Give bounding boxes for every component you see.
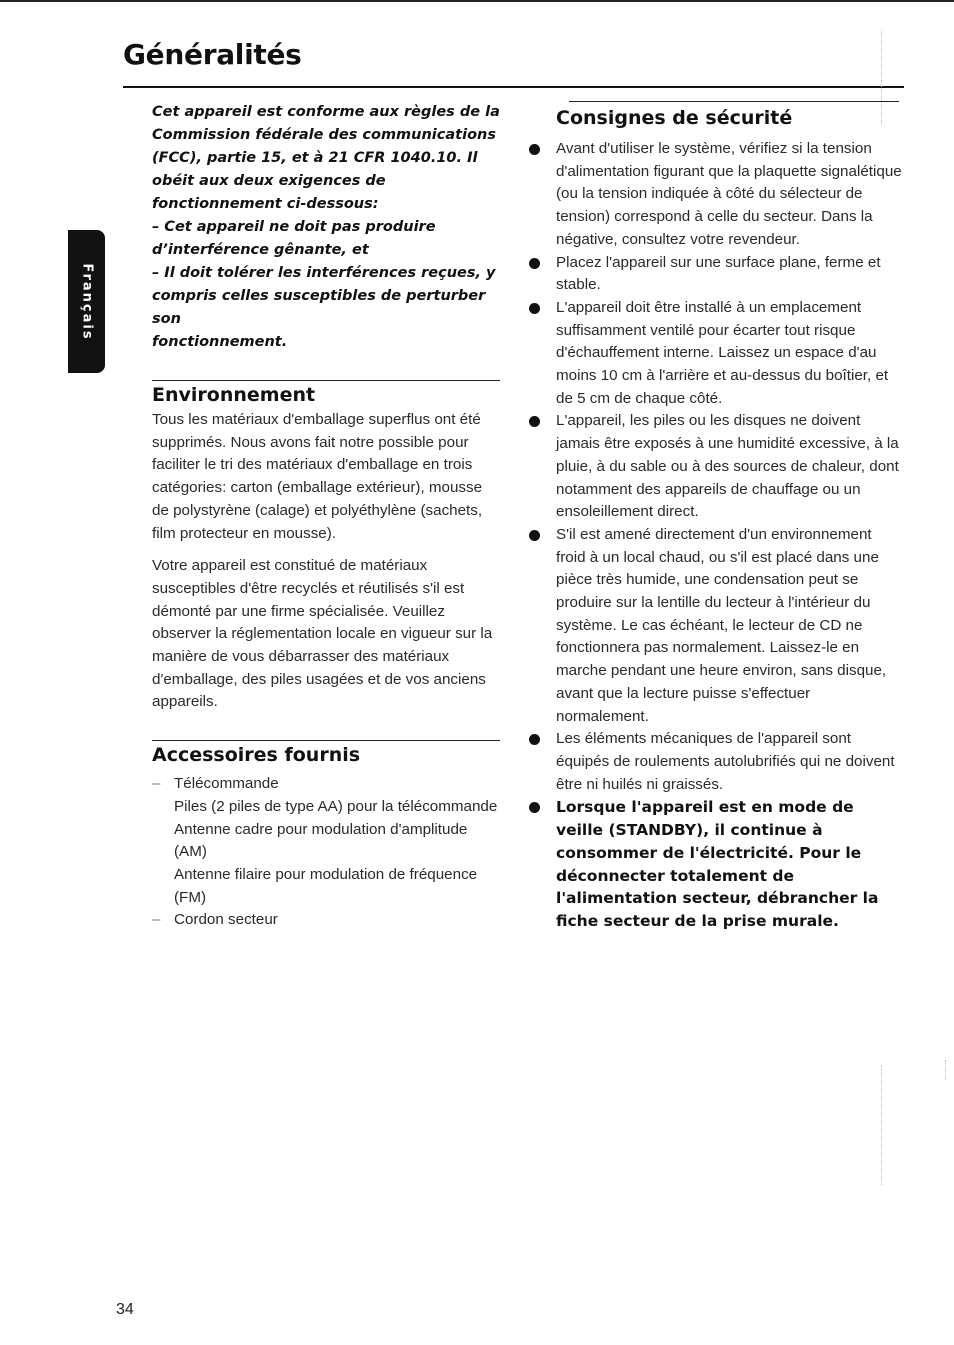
list-item: [152, 819, 502, 864]
section-rule: [152, 380, 500, 381]
list-item: [527, 410, 905, 524]
standby-warning-text: Lorsque l'appareil est en mode de veille (STANDBY), il continue à consommer de l'électricité. Pour le déconnecter totalement de l'alimentation secteur, débrancher la fiche secteur de la prise murale.: [556, 798, 879, 930]
fcc-line: (FCC), partie 15, et à 21 CFR 1040.10. Il: [152, 150, 478, 166]
safety-heading: Consignes de sécurité: [556, 107, 793, 129]
fcc-line: d’interférence gênante, et: [152, 242, 369, 258]
fcc-line: compris celles susceptibles de perturber son: [152, 288, 486, 327]
list-item: [152, 909, 502, 932]
top-border-rule: [0, 0, 954, 2]
list-item: [152, 864, 502, 909]
accessory-label: Antenne cadre pour modulation d'amplitude (AM): [174, 820, 468, 861]
bullet-icon: [529, 416, 540, 427]
standby-warning: [527, 796, 905, 932]
environment-heading: Environnement: [152, 384, 316, 406]
accessories-section: [152, 740, 502, 932]
bullet-icon: [529, 258, 540, 269]
page-number: 34: [116, 1301, 134, 1318]
safety-text: L'appareil doit être installé à un emplacement suffisamment ventilé pour écarter tout risque d'échauffement interne. Laissez un espace d'au moins 10 cm à l'arrière et au-dessus du boîtier, et de 5 cm de chaque côté.: [556, 298, 889, 407]
language-tab: [68, 230, 105, 373]
safety-text: Avant d'utiliser le système, vérifiez si la tension d'alimentation figurant que la plaquette signalétique (ou la tension indiquée à côté du sélecteur de tension) correspond à celle du secteur. Dans la négative, consultez votre revendeur.: [556, 140, 902, 248]
safety-text: Placez l'appareil sur une surface plane, ferme et stable.: [556, 253, 881, 294]
right-column: [527, 101, 905, 933]
fcc-line: fonctionnement ci-dessous:: [152, 196, 379, 212]
bullet-icon: [529, 144, 540, 155]
section-rule: [569, 101, 899, 102]
safety-text: L'appareil, les piles ou les disques ne doivent jamais être exposés à une humidité excessive, à la pluie, à du sable ou à des sources de chaleur, dont notamment des appareils de chauffage ou un ensoleillement direct.: [556, 412, 899, 521]
fcc-line: Commission fédérale des communications: [152, 127, 496, 143]
list-item: [527, 138, 905, 252]
margin-dots: [881, 30, 882, 125]
fcc-line: obéit aux deux exigences de: [152, 173, 386, 189]
accessory-label: Télécommande: [174, 775, 279, 793]
accessory-label: Antenne filaire pour modulation de fréquence (FM): [174, 865, 478, 906]
fcc-notice: [152, 101, 502, 354]
fcc-line: – Cet appareil ne doit pas produire: [152, 219, 436, 235]
page-title: Généralités: [123, 38, 302, 71]
title-underline: [123, 86, 904, 88]
fcc-line: – Il doit tolérer les interférences reçues, y: [152, 265, 496, 281]
safety-text: S'il est amené directement d'un environnement froid à un local chaud, ou s'il est placé dans une pièce très humide, une condensation peut se produire sur la lentille du lecteur à l'intérieur du système. Le cas échéant, le lecteur de CD ne fonctionnera pas normalement. Laissez-le en marche pendant une heure environ, sans disque, avant que la lecture puisse s'effectuer normalement.: [556, 525, 887, 725]
dash-marker: –: [152, 775, 161, 793]
list-item: [152, 773, 502, 796]
safety-text: Les éléments mécaniques de l'appareil sont équipés de roulements autolubrifiés qui ne doivent être ni huilés ni graissés.: [556, 730, 895, 793]
environment-paragraph-1: Tous les matériaux d'emballage superflus ont été supprimés. Nous avons fait notre possible pour faciliter le tri des matériaux d'emballage en trois catégories: carton (emballage extérieur), mousse de polystyrène (calage) et polyéthylène (sachets, film protecteur en mousse).: [152, 411, 483, 542]
margin-dots: [881, 1065, 882, 1185]
accessory-label: Cordon secteur: [174, 911, 278, 929]
environment-section: [152, 380, 502, 714]
accessories-heading: Accessoires fournis: [152, 744, 361, 767]
list-item: [527, 252, 905, 297]
section-rule: [152, 740, 500, 741]
list-item: [152, 796, 502, 819]
bullet-icon: [529, 734, 540, 745]
bullet-icon: [529, 303, 540, 314]
language-tab-label: Français: [79, 262, 94, 341]
dash-marker: –: [152, 911, 161, 929]
safety-section: [527, 101, 905, 933]
accessory-label: Piles (2 piles de type AA) pour la télécommande: [174, 797, 498, 815]
environment-paragraph-2: Votre appareil est constitué de matériaux susceptibles d'être recyclés et réutilisés s'il est démonté par une firme spécialisée. Veuillez observer la réglementation locale en vigueur sur la manière de vous débarrasser des matériaux d'emballage, des piles usagées et de vos anciens appareils.: [152, 557, 493, 711]
fcc-line: fonctionnement.: [152, 334, 288, 350]
left-column: [152, 101, 502, 932]
bullet-icon: [529, 530, 540, 541]
list-item: [527, 297, 905, 411]
fcc-line: Cet appareil est conforme aux règles de la: [152, 104, 500, 120]
margin-dots: [945, 1060, 946, 1080]
bullet-icon: [529, 802, 540, 813]
accessories-list: [152, 773, 502, 932]
safety-list: [527, 138, 905, 933]
list-item: [527, 524, 905, 728]
list-item: [527, 728, 905, 796]
